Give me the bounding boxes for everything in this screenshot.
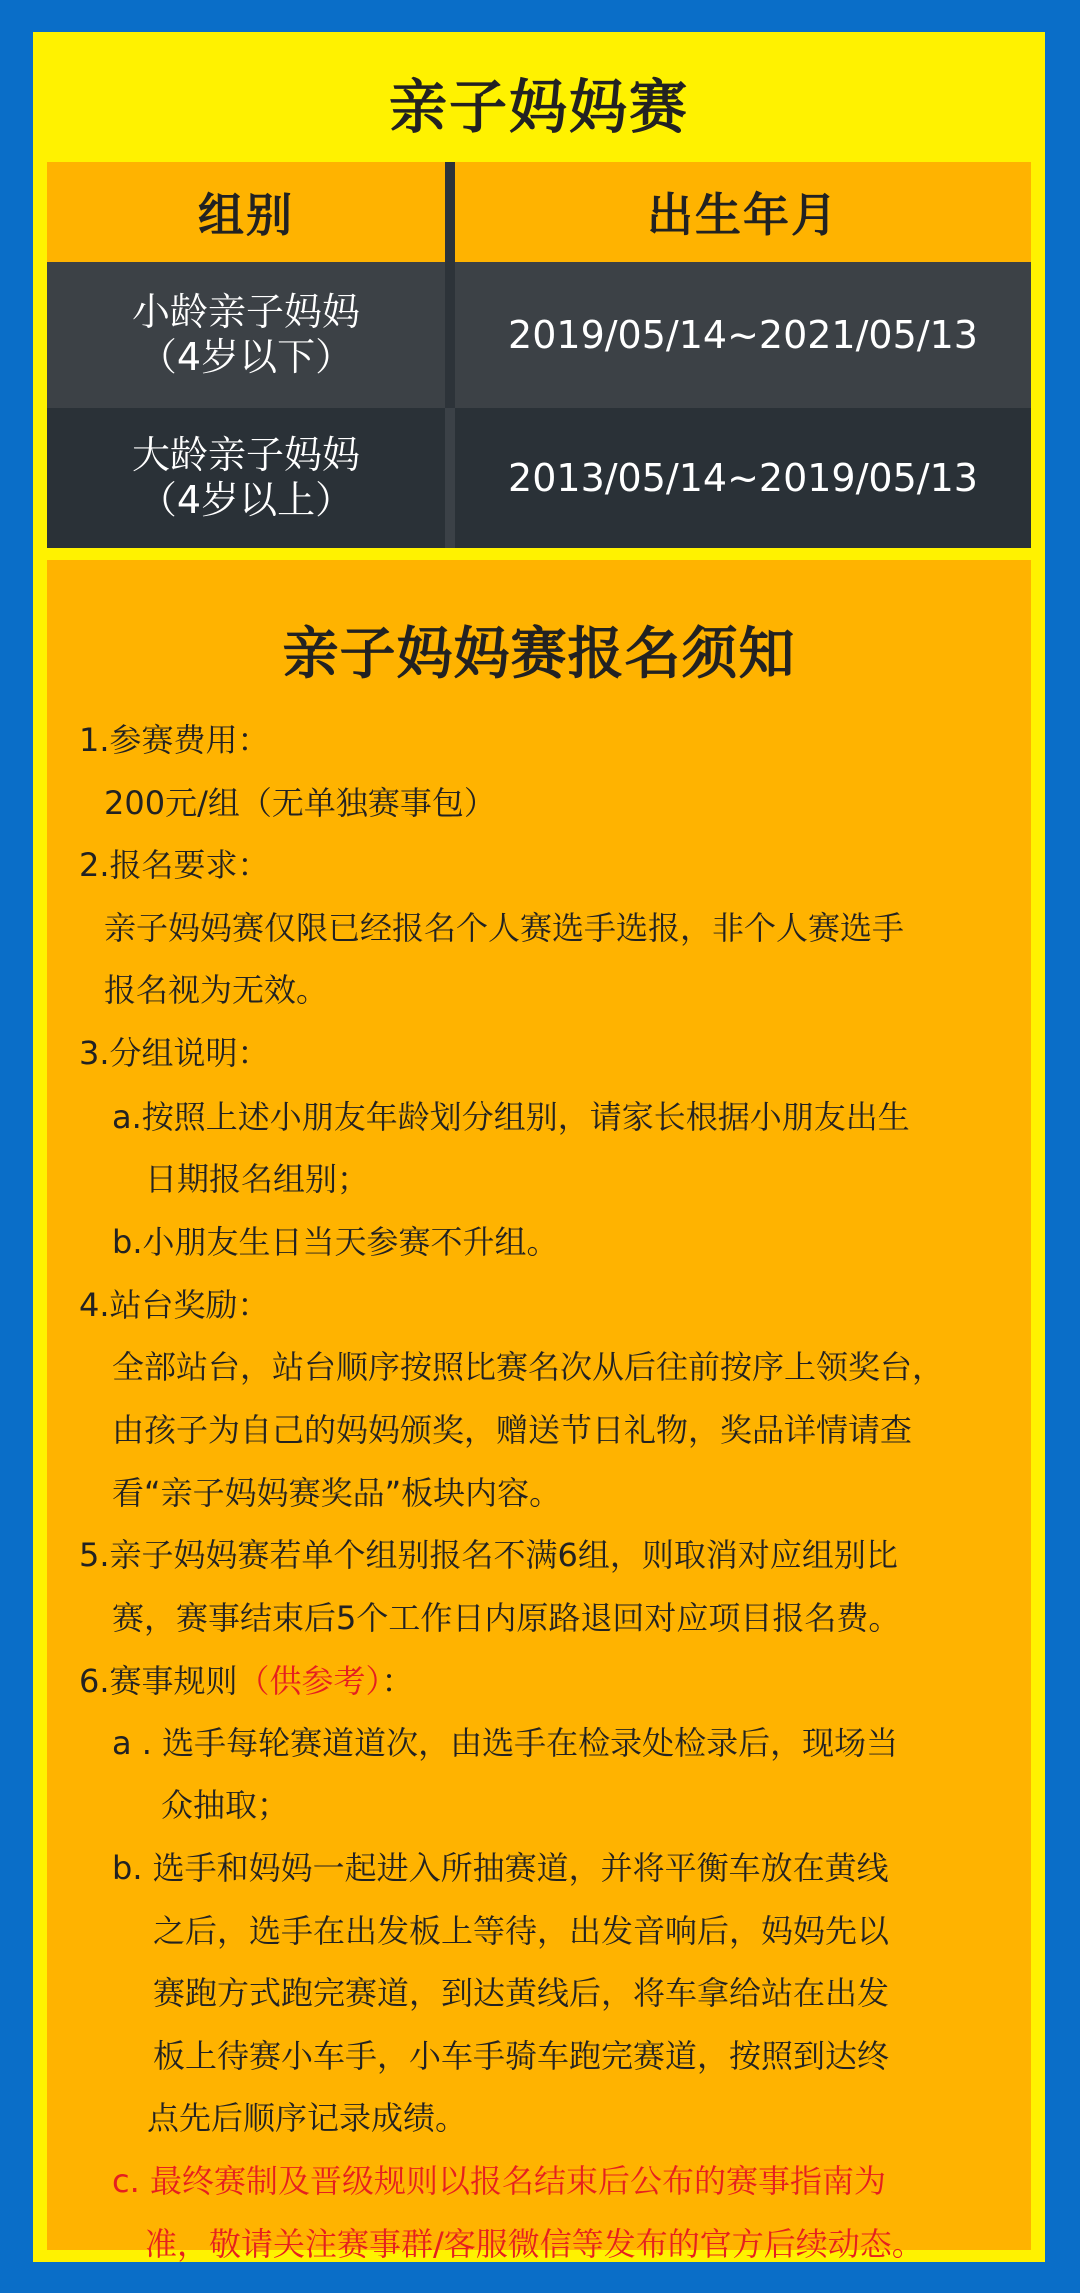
notice-line-grouping-b: b.小朋友生日当天参赛不升组。 (112, 1223, 559, 1261)
notice-line-requirement-heading: 2.报名要求： (79, 846, 270, 884)
date-range-cell: 2019/05/14~2021/05/13 (508, 313, 978, 357)
page-title: 亲子妈妈赛 (388, 73, 689, 141)
notice-line-rule-b-cont: 赛跑方式跑完赛道，到达黄线后，将车拿给站在出发 (153, 1974, 890, 2012)
notice-line-rule-b-cont: 点先后顺序记录成绩。 (147, 2099, 468, 2137)
notice-title: 亲子妈妈赛报名须知 (282, 622, 796, 687)
rules-colon: ： (381, 1662, 414, 1700)
table-header-row (47, 162, 1031, 262)
notice-line-rules-heading (79, 1656, 414, 1702)
notice-line-minimum-cont: 赛，赛事结束后5个工作日内原路退回对应项目报名费。 (112, 1599, 901, 1637)
table-row (47, 408, 1031, 548)
group-cell (47, 408, 445, 548)
date-range-cell: 2013/05/14~2019/05/13 (508, 456, 978, 500)
birth-date-table (47, 162, 1031, 548)
notice-line-rule-b-cont: 之后，选手在出发板上等待，出发音响后，妈妈先以 (153, 1912, 890, 1950)
notice-line-fee: 200元/组（无单独赛事包） (104, 784, 496, 822)
column-divider (445, 262, 455, 408)
notice-line-rule-b-cont: 板上待赛小车手，小车手骑车跑完赛道，按照到达终 (153, 2037, 890, 2075)
notice-line-grouping-a-cont: 日期报名组别； (145, 1160, 370, 1198)
notice-line-requirement: 亲子妈妈赛仅限已经报名个人赛选手选报，非个人赛选手 (104, 909, 905, 947)
notice-line-grouping-a: a.按照上述小朋友年龄划分组别，请家长根据小朋友出生 (112, 1098, 910, 1136)
notice-line-award-cont: 看“亲子妈妈赛奖品”板块内容。 (112, 1474, 562, 1512)
notice-line-fee-heading: 1.参赛费用： (79, 721, 270, 759)
header-group: 组别 (198, 188, 294, 242)
group-age: （4岁以上） (138, 478, 354, 522)
column-divider (445, 162, 455, 262)
notice-line-requirement-cont: 报名视为无效。 (104, 971, 329, 1009)
notice-line-award-heading: 4.站台奖励： (79, 1286, 270, 1324)
registration-notice (47, 560, 1031, 2263)
notice-line-rule-b: b. 选手和妈妈一起进入所抽赛道，并将平衡车放在黄线 (112, 1849, 889, 1887)
header-birth-date: 出生年月 (647, 188, 839, 242)
notice-line-rule-c-cont: 准，敬请关注赛事群/客服微信等发布的官方后续动态。 (145, 2225, 924, 2263)
notice-line-minimum: 5.亲子妈妈赛若单个组别报名不满6组，则取消对应组别比 (79, 1536, 898, 1574)
poster-frame (33, 32, 1045, 2262)
group-cell (47, 262, 445, 408)
notice-line-rule-a: a . 选手每轮赛道道次，由选手在检录处检录后，现场当 (112, 1724, 899, 1762)
notice-line-rule-a-cont: 众抽取； (161, 1786, 290, 1824)
table-row (47, 262, 1031, 408)
rules-note: （供参考） (237, 1662, 382, 1700)
notice-line-grouping-heading: 3.分组说明： (79, 1034, 270, 1072)
rules-heading-text: 6.赛事规则 (79, 1662, 238, 1700)
group-name: 大龄亲子妈妈 (131, 433, 360, 477)
column-divider (445, 408, 455, 548)
group-age: （4岁以下） (138, 335, 354, 379)
group-name: 小龄亲子妈妈 (131, 290, 360, 334)
notice-line-award: 全部站台，站台顺序按照比赛名次从后往前按序上领奖台， (112, 1348, 945, 1386)
notice-line-rule-c: c. 最终赛制及晋级规则以报名结束后公布的赛事指南为 (112, 2162, 886, 2200)
notice-line-award-cont: 由孩子为自己的妈妈颁奖，赠送节日礼物，奖品详情请查 (112, 1411, 913, 1449)
